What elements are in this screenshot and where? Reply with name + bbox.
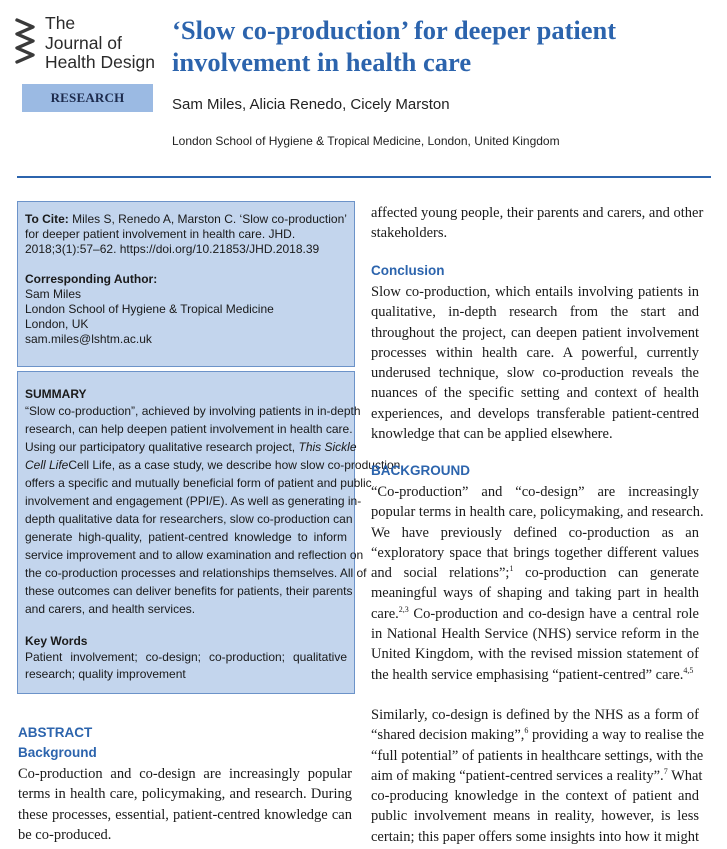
background-text: “Co-production” and “co-design” are increasingly popular terms in health care, policymaking, and research. We have previously defined co-production as an “exploratory space that brings together different values and social relations”;$^1$ co-production can generate meaningful ways of shaping and taking part in health care.$^{2,3}$ Co-production and co-design have a central role in National Health Service (NHS) service reform in the United Kingdom, with the revised mission statement of the health service emphasising “patient-centred” care.$^{4,5}$ <box>371 484 704 683</box>
summary-heading: SUMMARY <box>25 387 87 401</box>
citation-ref[interactable]: 4,5 <box>683 665 694 675</box>
keywords-text: Patient involvement; co-design; co-production; qualitative research; quality improvement <box>25 650 347 681</box>
citation-ref[interactable]: 7 <box>663 767 668 777</box>
doi-link[interactable]: 2018;3(1):57–62. https://doi.org/10.21853/JHD.2018.39 <box>25 242 320 256</box>
article-type-badge: RESEARCH <box>22 84 153 112</box>
citation-ref[interactable]: 1 <box>509 564 514 574</box>
author-list: Sam Miles, Alicia Renedo, Cicely Marston <box>172 96 450 113</box>
citation-ref[interactable]: 6 <box>524 726 529 736</box>
corresponding-author: Corresponding Author: Sam Miles London School of Hygiene & Tropical Medicine London, UK sam.miles@lshtm.ac.uk <box>25 272 347 347</box>
header-divider <box>17 176 711 178</box>
summary-text: “Slow co-production”, achieved by involving patients in in-depth research, can help deepen patient involvement in health care. Using our participatory qualitative research project, This Sickle Cell LifeCell Life, as a case study, we describe how slow co-production offers a specific and mutually beneficial form of patient and public involvement and engagement (PPI/E). As well as generating in- depth qualitative data for researchers, slow co-production can generate high-quality, patient-centred knowledge to inform service improvement and to allow examination and reflection on the co-production processes and relationships themselves. All of these outcomes can deliver benefits for patients, their parents and carers, and health services. <box>25 404 401 616</box>
keywords-heading: Key Words <box>25 634 88 648</box>
journal-logo-icon <box>14 14 36 66</box>
conclusion-heading: Conclusion <box>371 263 445 278</box>
to-cite: To Cite: Miles S, Renedo A, Marston C. ‘Slow co-production’ for deeper patient involvement in health care. JHD. 2018;3(1):57–62. https://doi.org/10.21853/JHD.2018.39 <box>25 212 347 256</box>
article-title: ‘Slow co-production’ for deeper patient involvement in health care <box>172 15 617 77</box>
citation-box <box>17 201 355 367</box>
background-heading: BACKGROUND <box>371 463 470 478</box>
abstract-background-text: Co-production and co-design are increasingly popular terms in health care, policymaking, and research. During these processes, essential, patient-centred knowledge can be co-produced. <box>18 766 352 843</box>
summary-box <box>17 371 401 694</box>
affiliation: London School of Hygiene & Tropical Medicine, London, United Kingdom <box>172 134 560 148</box>
abstract-continuation: affected young people, their parents and carers, and other stakeholders. <box>371 205 704 242</box>
journal-name: The Journal of Health Design <box>45 13 155 72</box>
author-email-link[interactable]: sam.miles@lshtm.ac.uk <box>25 332 152 346</box>
conclusion-text: Slow co-production, which entails involving patients in qualitative, in-depth research from the start and throughout the project, can deepen patient involvement processes within health care. A powerful, currently underused technique, slow co-production reveals the nuances of the specific setting and context of health experiences, and develops transferable patient-centred knowledge that can be applied elsewhere. <box>371 284 699 443</box>
citation-ref[interactable]: 2,3 <box>398 604 409 614</box>
abstract-heading: ABSTRACT <box>18 725 93 740</box>
abstract-background-heading: Background <box>18 745 97 760</box>
background-text-2: Similarly, co-design is defined by the NHS as a form of “shared decision making”,$^6$ providing a way to realise the “full potential” of patients in healthcare settings, with the aim of making “patient-centred services a reality”.$^7$ What co-producing knowledge in the context of patient and public involvement means in reality, however, is less certain; this paper offers some insights into how it might <box>371 707 704 845</box>
